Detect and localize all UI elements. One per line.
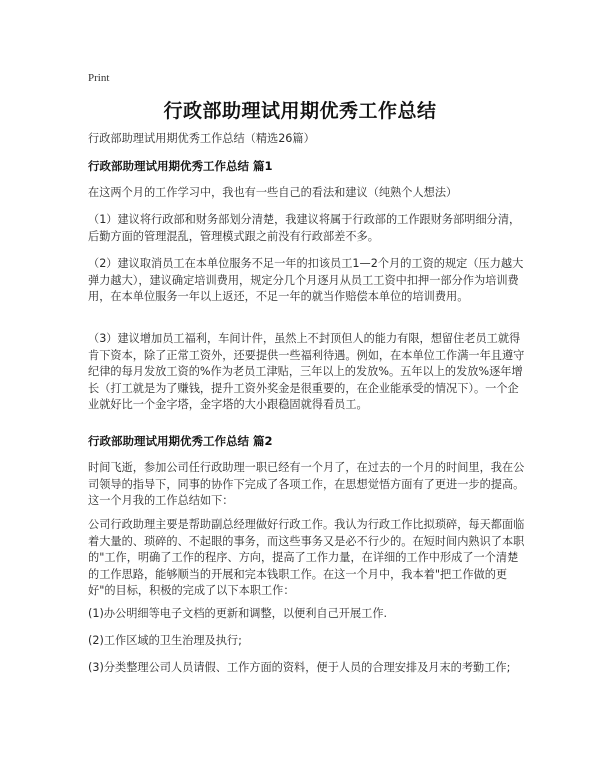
print-label: Print: [88, 72, 110, 84]
paragraph: （1）建议将行政部和财务部划分清楚，我建议将属于行政部的工作跟财务部明细分清，后勤方面的管理混乱，管理模式跟之前没有行政部差不多。: [88, 213, 521, 243]
paragraph: 时间飞逝，参加公司任行政助理一职已经有一个月了，在过去的一个月的时间里，我在公司领导的指导下，同事的协作下完成了各项工作，在思想觉悟方面有了更进一步的提高。这一个月我的工作总结如下：: [88, 461, 525, 507]
paragraph: 在这两个月的工作学习中，我也有一些自己的看法和建议（纯熟个人想法）: [88, 186, 458, 199]
paragraph: (1)办公明细等电子文档的更新和调整，以便利自己开展工作.: [88, 607, 388, 620]
paragraph: (2)工作区域的卫生治理及执行;: [88, 634, 242, 647]
paragraph: (3)分类整理公司人员请假、工作方面的资料，便于人员的合理安排及月末的考勤工作;: [88, 661, 511, 674]
paragraph: 公司行政助理主要是帮助副总经理做好行政工作。我认为行政工作比拟琐碎，每天都面临着大量的、琐碎的、不起眼的事务，而这些事务又是必不行少的。在短时间内熟识了本职的"工作，明确了工作的程序、方向，提高了工作力量，在详细的工作中形成了一个清楚的工作思路，能够顺当的开展和完本钱职工作。在这一个月中，我本着"把工作做的更好"的目标，积极的完成了以下本职工作：: [88, 518, 525, 597]
paragraph: （2）建议取消员工在本单位服务不足一年的扣该员工1—2个月的工资的规定（压力越大弹力越大），建议确定培训费用，规定分几个月逐月从员工工资中扣押一部分作为培训费用，在本单位服务一年以上返还，不足一年的就当作赔偿本单位的培训费用。: [88, 257, 524, 303]
paragraph: （3）建议增加员工福利，车间计件，虽然上不封顶但人的能力有限，想留住老员工就得肯下资本，除了正常工资外，还要提供一些福利待遇。例如，在本单位工作满一年且遵守纪律的每月发放工资的%作为老员工津贴，三年以上的发放%。五年以上的发放%逐年增长（打工就是为了赚钱，提升工资外奖金是很重要的，在企业能承受的情况下）。一个企业就好比一个金字塔，金字塔的大小跟稳固就得看员工。: [88, 332, 525, 411]
section-heading-2: 行政部助理试用期优秀工作总结 篇2: [88, 434, 273, 448]
section-heading-1: 行政部助理试用期优秀工作总结 篇1: [88, 159, 273, 173]
document-title: 行政部助理试用期优秀工作总结: [163, 100, 437, 122]
document-subtitle: 行政部助理试用期优秀工作总结（精选26篇）: [88, 132, 315, 145]
